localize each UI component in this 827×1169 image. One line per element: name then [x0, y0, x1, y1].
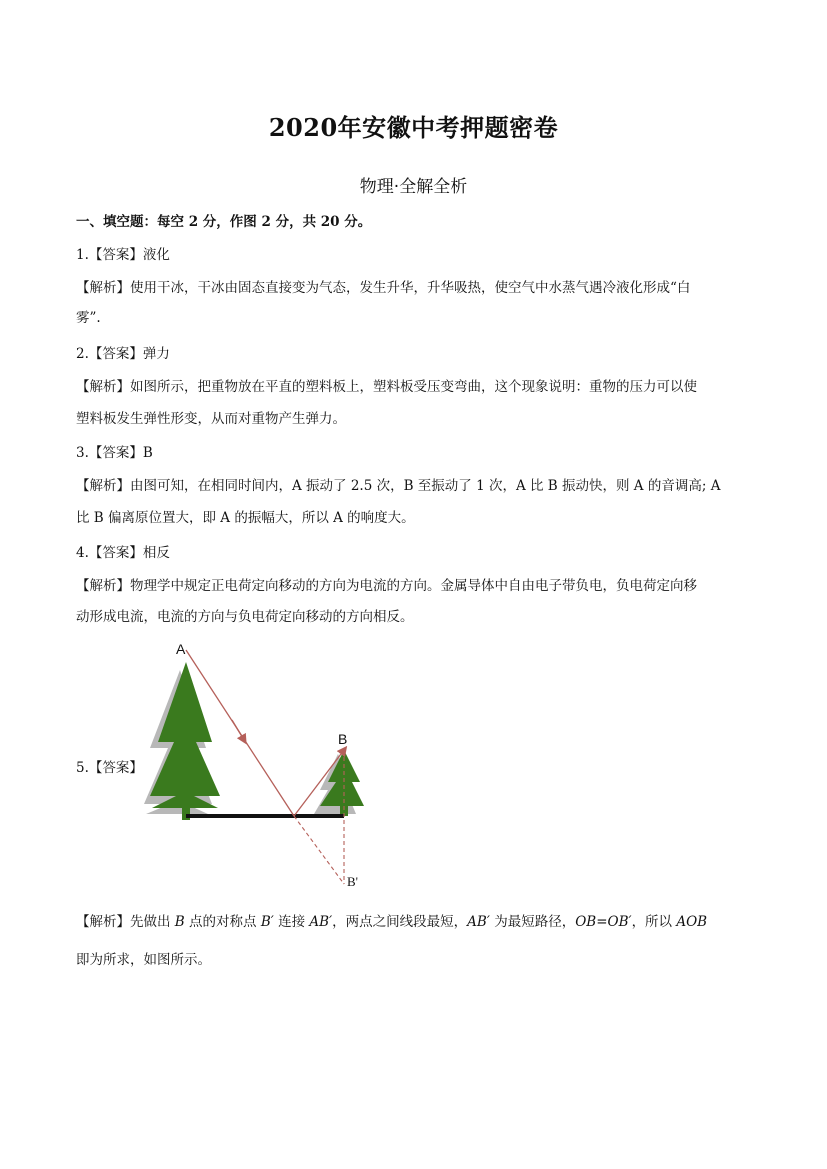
q5-analysis-seg7: ，两点之间线段最短， — [332, 914, 468, 930]
q5-segment-ab-prime-2: AB′ — [467, 914, 490, 930]
page-subtitle: 物理·全解全析 — [359, 177, 468, 197]
q2-analysis-line2: 塑料板发生弹性形变，从而对重物产生弹力。 — [76, 411, 346, 427]
page-title: 2020年安徽中考押题密卷 — [268, 113, 559, 142]
q5-answer: 5.【答案】 — [76, 760, 143, 776]
q4-answer: 4.【答案】相反 — [76, 545, 170, 561]
q1-answer: 1.【答案】液化 — [76, 247, 170, 263]
q1-analysis-line2: 雾”. — [76, 310, 101, 326]
q5-analysis-seg5: 连接 — [273, 914, 310, 930]
q5-path-aob: AOB — [676, 914, 708, 930]
q5-analysis-seg11: ，所以 — [631, 914, 677, 930]
q5-analysis-line2: 即为所求，如图所示。 — [76, 952, 211, 968]
ray-a-arrow — [232, 720, 244, 740]
q5-equation: OB=OB′ — [575, 914, 632, 930]
q3-analysis-line1: 【解析】由图可知，在相同时间内，A 振动了 2.5 次，B 至振动了 1 次，A 比 B 振动快，则 A 的音调高; A — [76, 478, 721, 494]
q3-answer: 3.【答案】B — [76, 445, 153, 461]
section-heading: 一、填空题：每空 2 分，作图 2 分，共 20 分。 — [76, 214, 372, 230]
q2-analysis-line1: 【解析】如图所示，把重物放在平直的塑料板上，塑料板受压变弯曲，这个现象说明：重物的压力可以使 — [76, 379, 697, 395]
q1-analysis-line1: 【解析】使用干冰，干冰由固态直接变为气态，发生升华，升华吸热，使空气中水蒸气遇冷液化形成“白 — [76, 280, 691, 296]
label-a: A — [176, 641, 186, 657]
q4-analysis-line2: 动形成电流，电流的方向与负电荷定向移动的方向相反。 — [76, 609, 414, 625]
label-b: B — [338, 731, 348, 747]
q5-analysis-seg1: 【解析】先做出 — [76, 914, 175, 930]
reflection-diagram — [140, 636, 390, 896]
q5-point-b: B — [174, 914, 185, 930]
ray-o-to-b-prime — [294, 816, 344, 884]
q3-analysis-line2: 比 B 偏离原位置大，即 A 的振幅大，所以 A 的响度大。 — [76, 510, 415, 526]
q4-analysis-line1: 【解析】物理学中规定正电荷定向移动的方向为电流的方向。金属导体中自由电子带负电，负电荷定向移 — [76, 578, 697, 594]
label-b-prime: B' — [347, 874, 359, 889]
q5-segment-ab-prime: AB′ — [309, 914, 333, 930]
big-tree — [150, 662, 220, 808]
q5-point-b-prime: B′ — [260, 914, 274, 930]
q5-analysis-line1 — [76, 912, 756, 932]
q2-answer: 2.【答案】弹力 — [76, 346, 170, 362]
q5-analysis-seg3: 点的对称点 — [184, 914, 261, 930]
q5-analysis-seg9: 为最短路径， — [489, 914, 576, 930]
